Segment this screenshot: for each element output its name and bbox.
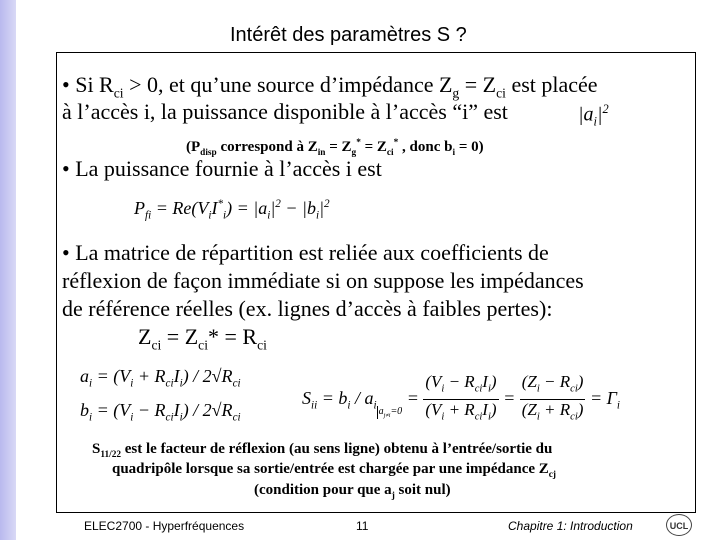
bullet-3-line-3: de référence réelles (ex. lignes d’accès à faibles pertes): [62,296,553,321]
bullet-3-line-2: réflexion de façon immédiate si on suppose les impédances [62,268,584,293]
left-accent-bar [0,0,16,540]
bottom-note-line-3: (condition pour que $a_j$ soit nul) [254,482,451,501]
incident-wave-formula: $a_i = (V_i + R_{ci}I_i) / 2√R_{ci}$ [80,366,241,390]
delivered-power-formula: $P_{fi} = Re(V_iI^*_i) = |a_i|^2 - |b_i|^2$ [134,198,330,222]
footer-page-number: 11 [356,519,369,533]
reflected-wave-formula: $b_i = (V_i - R_{ci}I_i) / 2√R_{ci}$ [80,400,241,424]
reflection-coefficient-formula: $S_{ii} = b_i / a_i$ $a_{j\ne i}=0$ = $\frac{(V_i - R_{ci}I_i)}{(V_i + R_{ci}I_i)}$ = $\frac{(Z_i - R_{ci})}{(Z_i + R_{ci})}$ = $\Gamma_i$ [302,372,620,428]
bottom-note-line-2: quadripôle lorsque sa sortie/entrée est chargée par une impédance $Z_{cj}$ [112,461,556,480]
footer-course: ELEC2700 - Hyperfréquences [84,519,245,533]
available-power-formula: $|a_i|^2$ [578,102,609,129]
bullet-1-line-2: à l’accès i, la puissance disponible à l’accès “i” est [62,99,508,124]
bullet-1-note: ($P_{disp}$ correspond à $Z_{in} = Z_g^* = Z_{ci}^*$ , donc $b_i = 0$) [186,138,484,158]
bottom-note-line-1: $S_{11/22}$ est le facteur de réflexion (au sens ligne) obtenu à l’entrée/sortie du [92,441,553,460]
bullet-1-line-1: • Si $R_{ci} > 0$, et qu’une source d’impédance $Z_g = Z_{ci}$ est placée [62,72,598,101]
bullet-3-line-1: • La matrice de répartition est reliée aux coefficients de [62,240,549,265]
slide-title: Intérêt des paramètres S ? [230,24,467,46]
bullet-2: • La puissance fournie à l’accès i est [62,156,382,181]
bullet-3-line-4: $Z_{ci} = Z_{ci}* = R_{ci}$ [138,324,267,353]
footer-chapter: Chapitre 1: Introduction [508,519,633,533]
footer-divider [56,512,696,513]
university-logo-icon: UCL [666,514,692,536]
impedance-fraction: $\frac{(Z_i - R_{ci})}{(Z_i + R_{ci})}$ [521,372,584,423]
voltage-current-fraction: $\frac{(V_i - R_{ci}I_i)}{(V_i + R_{ci}I_i)}$ [425,372,497,423]
